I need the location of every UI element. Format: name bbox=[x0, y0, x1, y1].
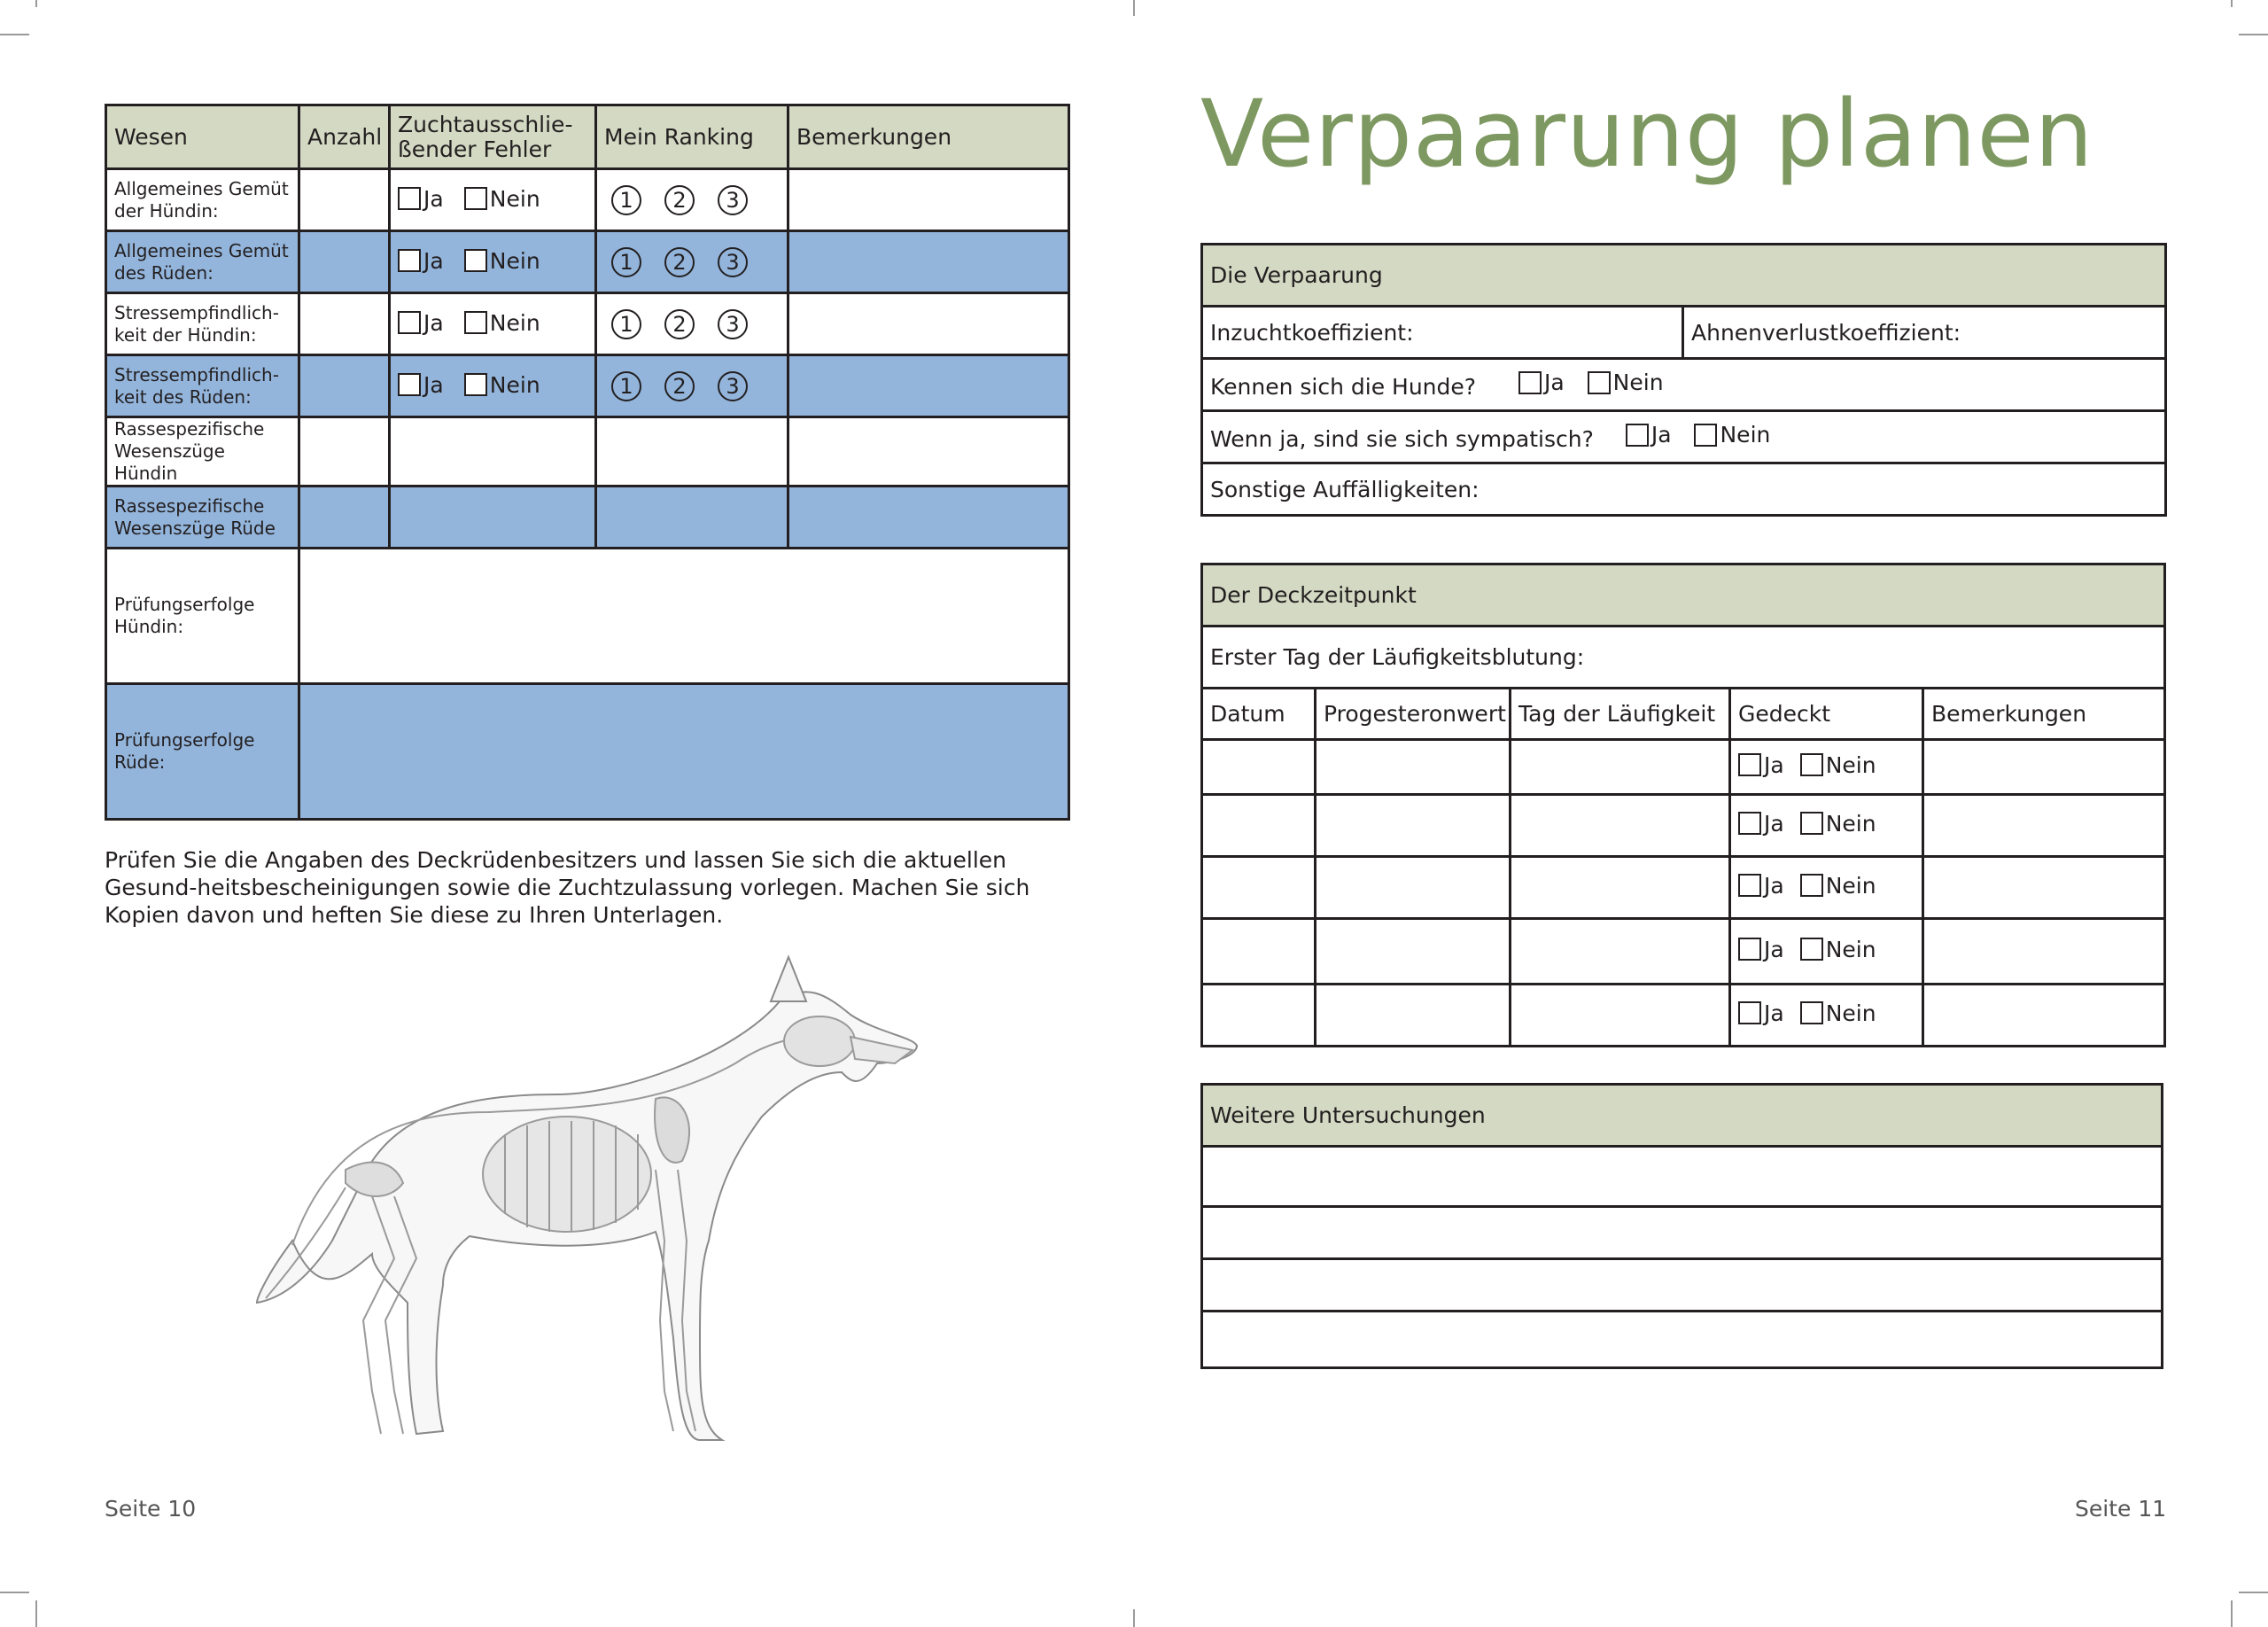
ja-checkbox[interactable] bbox=[398, 187, 421, 210]
ja-checkbox[interactable] bbox=[1738, 938, 1761, 961]
inzucht-field[interactable]: Inzuchtkoeffizient: bbox=[1202, 307, 1683, 359]
crop-mark bbox=[2231, 1600, 2233, 1627]
crop-mark bbox=[1133, 0, 1135, 16]
nein-checkbox[interactable] bbox=[1694, 424, 1717, 447]
bemerkungen-cell[interactable] bbox=[788, 231, 1069, 293]
sonstige-field[interactable]: Sonstige Auffälligkeiten: bbox=[1202, 463, 2166, 516]
gedeckt-cell bbox=[1730, 857, 1923, 919]
ahnen-field[interactable]: Ahnenverlustkoeffizient: bbox=[1683, 307, 2166, 359]
page-number-right: Seite 11 bbox=[2075, 1496, 2167, 1522]
tag-cell[interactable] bbox=[1511, 740, 1730, 795]
bemerkungen-cell[interactable] bbox=[788, 169, 1069, 231]
nein-label: Nein bbox=[1825, 810, 1876, 837]
untersuchung-line[interactable] bbox=[1202, 1312, 2163, 1368]
bemerkungen-cell[interactable] bbox=[788, 487, 1069, 549]
fehler-cell bbox=[390, 355, 596, 417]
ja-label: Ja bbox=[423, 247, 444, 274]
page-title: Verpaarung planen bbox=[1200, 80, 2094, 188]
rank-2-option[interactable]: 2 bbox=[664, 247, 695, 277]
section-header: Weitere Untersuchungen bbox=[1202, 1085, 2163, 1147]
table-row bbox=[106, 684, 1069, 820]
kennen-label: Kennen sich die Hunde? bbox=[1210, 373, 1477, 400]
nein-checkbox[interactable] bbox=[464, 311, 487, 334]
page-number-left: Seite 10 bbox=[105, 1496, 197, 1522]
table-row bbox=[1202, 740, 2165, 795]
nein-label: Nein bbox=[1612, 370, 1664, 396]
ja-label: Ja bbox=[1651, 422, 1672, 448]
nein-checkbox[interactable] bbox=[1800, 812, 1823, 835]
instruction-paragraph: Prüfen Sie die Angaben des Deckrüdenbesitzers und lassen Sie sich die aktuellen Gesund-heitsbescheinigungen sowie die Zuchtzulassung vorlegen. Machen Sie sich Kopien davon und heften Sie diese zu Ihren Unterlagen. bbox=[105, 847, 1030, 928]
col-header-anzahl: Anzahl bbox=[299, 105, 390, 169]
col-header-datum: Datum bbox=[1202, 689, 1316, 740]
nein-checkbox[interactable] bbox=[464, 373, 487, 396]
ranking-cell bbox=[596, 293, 788, 355]
nein-checkbox[interactable] bbox=[1800, 753, 1823, 776]
row-label: Allgemeines Gemüt des Rüden: bbox=[106, 231, 299, 293]
table-row bbox=[1202, 985, 2165, 1047]
untersuchung-line[interactable] bbox=[1202, 1259, 2163, 1312]
ja-label: Ja bbox=[423, 371, 444, 398]
bemerkungen-cell[interactable] bbox=[788, 355, 1069, 417]
table-row bbox=[106, 549, 1069, 684]
nein-label: Nein bbox=[1720, 422, 1771, 448]
pruefung-huendin-cell[interactable] bbox=[299, 549, 1069, 684]
anzahl-cell[interactable] bbox=[299, 293, 390, 355]
col-header-ranking: Mein Ranking bbox=[596, 105, 788, 169]
datum-cell[interactable] bbox=[1202, 919, 1316, 985]
rank-3-option[interactable]: 3 bbox=[718, 309, 748, 339]
rank-1-option[interactable]: 1 bbox=[611, 247, 641, 277]
bemerkungen-cell[interactable] bbox=[1923, 919, 2165, 985]
section-header: Der Deckzeitpunkt bbox=[1202, 564, 2165, 627]
rank-3-option[interactable]: 3 bbox=[718, 371, 748, 401]
ranking-cell[interactable] bbox=[596, 417, 788, 487]
col-header-tag: Tag der Läufigkeit bbox=[1511, 689, 1730, 740]
ja-checkbox[interactable] bbox=[1738, 753, 1761, 776]
datum-cell[interactable] bbox=[1202, 985, 1316, 1047]
col-header-bemerkungen: Bemerkungen bbox=[788, 105, 1069, 169]
ja-label: Ja bbox=[1764, 1000, 1784, 1026]
datum-cell[interactable] bbox=[1202, 740, 1316, 795]
crop-mark bbox=[0, 1592, 29, 1593]
gedeckt-cell bbox=[1730, 985, 1923, 1047]
progesteron-cell[interactable] bbox=[1316, 795, 1511, 857]
ja-checkbox[interactable] bbox=[1626, 424, 1649, 447]
bemerkungen-cell[interactable] bbox=[1923, 740, 2165, 795]
ja-checkbox[interactable] bbox=[1738, 812, 1761, 835]
pruefung-ruede-cell[interactable] bbox=[299, 684, 1069, 820]
nein-checkbox[interactable] bbox=[1800, 938, 1823, 961]
tag-cell[interactable] bbox=[1511, 985, 1730, 1047]
anzahl-cell[interactable] bbox=[299, 417, 390, 487]
tag-cell[interactable] bbox=[1511, 919, 1730, 985]
anzahl-cell[interactable] bbox=[299, 169, 390, 231]
nein-checkbox[interactable] bbox=[464, 187, 487, 210]
datum-cell[interactable] bbox=[1202, 857, 1316, 919]
row-label: Stressempfindlich-keit des Rüden: bbox=[106, 355, 299, 417]
nein-checkbox[interactable] bbox=[1800, 1001, 1823, 1024]
anzahl-cell[interactable] bbox=[299, 231, 390, 293]
ranking-cell[interactable] bbox=[596, 487, 788, 549]
ja-checkbox[interactable] bbox=[1518, 371, 1542, 394]
row-label: Prüfungserfolge Rüde: bbox=[106, 684, 299, 820]
untersuchung-line[interactable] bbox=[1202, 1147, 2163, 1207]
nein-label: Nein bbox=[489, 247, 540, 274]
rank-2-option[interactable]: 2 bbox=[664, 185, 695, 215]
crop-mark bbox=[0, 34, 29, 35]
fehler-cell bbox=[390, 169, 596, 231]
untersuchung-line[interactable] bbox=[1202, 1207, 2163, 1259]
rank-2-option[interactable]: 2 bbox=[664, 371, 695, 401]
row-label: Rassespezifische Wesenszüge Rüde bbox=[106, 487, 299, 549]
col-header-fehler: Zuchtausschlie- ßender Fehler bbox=[390, 105, 596, 169]
crop-mark bbox=[2239, 34, 2268, 35]
nein-checkbox[interactable] bbox=[1588, 371, 1611, 394]
datum-cell[interactable] bbox=[1202, 795, 1316, 857]
col-header-progesteron: Progesteronwert bbox=[1316, 689, 1511, 740]
dog-skeleton-illustration bbox=[239, 948, 930, 1444]
sympathisch-label: Wenn ja, sind sie sich sympatisch? bbox=[1210, 425, 1594, 452]
gedeckt-cell bbox=[1730, 919, 1923, 985]
gedeckt-cell bbox=[1730, 795, 1923, 857]
fehler-cell bbox=[390, 231, 596, 293]
progesteron-cell[interactable] bbox=[1316, 985, 1511, 1047]
sympathisch-row bbox=[1202, 411, 2166, 463]
tag-cell[interactable] bbox=[1511, 857, 1730, 919]
col-header-gedeckt: Gedeckt bbox=[1730, 689, 1923, 740]
verpaarung-table bbox=[1200, 243, 2167, 517]
weitere-untersuchungen-table bbox=[1200, 1083, 2163, 1369]
ranking-cell bbox=[596, 231, 788, 293]
row-label: Allgemeines Gemüt der Hündin: bbox=[106, 169, 299, 231]
nein-checkbox[interactable] bbox=[1800, 874, 1823, 897]
table-row bbox=[1202, 919, 2165, 985]
bemerkungen-cell[interactable] bbox=[1923, 795, 2165, 857]
nein-label: Nein bbox=[1825, 936, 1876, 962]
anzahl-cell[interactable] bbox=[299, 487, 390, 549]
ja-label: Ja bbox=[1764, 936, 1784, 962]
col-header-wesen: Wesen bbox=[106, 105, 299, 169]
fehler-cell bbox=[390, 293, 596, 355]
ja-checkbox[interactable] bbox=[398, 311, 421, 334]
rank-1-option[interactable]: 1 bbox=[611, 185, 641, 215]
fehler-cell[interactable] bbox=[390, 487, 596, 549]
row-label: Rassespezifische Wesenszüge Hündin bbox=[106, 417, 299, 487]
table-row bbox=[106, 231, 1069, 293]
bemerkungen-cell[interactable] bbox=[788, 417, 1069, 487]
nein-checkbox[interactable] bbox=[464, 249, 487, 272]
bemerkungen-cell[interactable] bbox=[1923, 985, 2165, 1047]
progesteron-cell[interactable] bbox=[1316, 919, 1511, 985]
nein-label: Nein bbox=[1825, 872, 1876, 899]
anzahl-cell[interactable] bbox=[299, 355, 390, 417]
col-header-bemerkungen: Bemerkungen bbox=[1923, 689, 2165, 740]
bemerkungen-cell[interactable] bbox=[788, 293, 1069, 355]
bemerkungen-cell[interactable] bbox=[1923, 857, 2165, 919]
crop-mark bbox=[2231, 0, 2233, 7]
nein-label: Nein bbox=[1825, 1000, 1876, 1026]
fehler-cell[interactable] bbox=[390, 417, 596, 487]
table-row bbox=[106, 355, 1069, 417]
rank-3-option[interactable]: 3 bbox=[718, 247, 748, 277]
ja-label: Ja bbox=[1764, 810, 1784, 837]
crop-mark bbox=[35, 1600, 37, 1627]
table-row bbox=[106, 487, 1069, 549]
gedeckt-cell bbox=[1730, 740, 1923, 795]
ja-checkbox[interactable] bbox=[1738, 874, 1761, 897]
row-label: Stressempfindlich-keit der Hündin: bbox=[106, 293, 299, 355]
nein-label: Nein bbox=[489, 185, 540, 212]
ja-label: Ja bbox=[423, 309, 444, 336]
wesen-table bbox=[105, 104, 1070, 821]
row-label: Prüfungserfolge Hündin: bbox=[106, 549, 299, 684]
rank-2-option[interactable]: 2 bbox=[664, 309, 695, 339]
crop-mark bbox=[35, 0, 37, 7]
crop-mark bbox=[1133, 1609, 1135, 1627]
table-row bbox=[106, 293, 1069, 355]
ja-label: Ja bbox=[423, 185, 444, 212]
ranking-cell bbox=[596, 355, 788, 417]
deckzeitpunkt-table bbox=[1200, 563, 2166, 1047]
tag-cell[interactable] bbox=[1511, 795, 1730, 857]
progesteron-cell[interactable] bbox=[1316, 740, 1511, 795]
nein-label: Nein bbox=[1825, 751, 1876, 778]
table-row bbox=[1202, 857, 2165, 919]
rank-1-option[interactable]: 1 bbox=[611, 371, 641, 401]
ja-checkbox[interactable] bbox=[398, 373, 421, 396]
erster-tag-field[interactable]: Erster Tag der Läufigkeitsblutung: bbox=[1202, 627, 2165, 689]
ja-label: Ja bbox=[1764, 872, 1784, 899]
table-row bbox=[1202, 795, 2165, 857]
nein-label: Nein bbox=[489, 371, 540, 398]
ja-label: Ja bbox=[1544, 370, 1565, 396]
section-header: Die Verpaarung bbox=[1202, 245, 2166, 307]
progesteron-cell[interactable] bbox=[1316, 857, 1511, 919]
ja-checkbox[interactable] bbox=[1738, 1001, 1761, 1024]
ja-label: Ja bbox=[1764, 751, 1784, 778]
ranking-cell bbox=[596, 169, 788, 231]
nein-label: Nein bbox=[489, 309, 540, 336]
rank-3-option[interactable]: 3 bbox=[718, 185, 748, 215]
crop-mark bbox=[2239, 1592, 2268, 1593]
kennen-row bbox=[1202, 359, 2166, 411]
rank-1-option[interactable]: 1 bbox=[611, 309, 641, 339]
ja-checkbox[interactable] bbox=[398, 249, 421, 272]
table-row bbox=[106, 417, 1069, 487]
table-row bbox=[106, 169, 1069, 231]
